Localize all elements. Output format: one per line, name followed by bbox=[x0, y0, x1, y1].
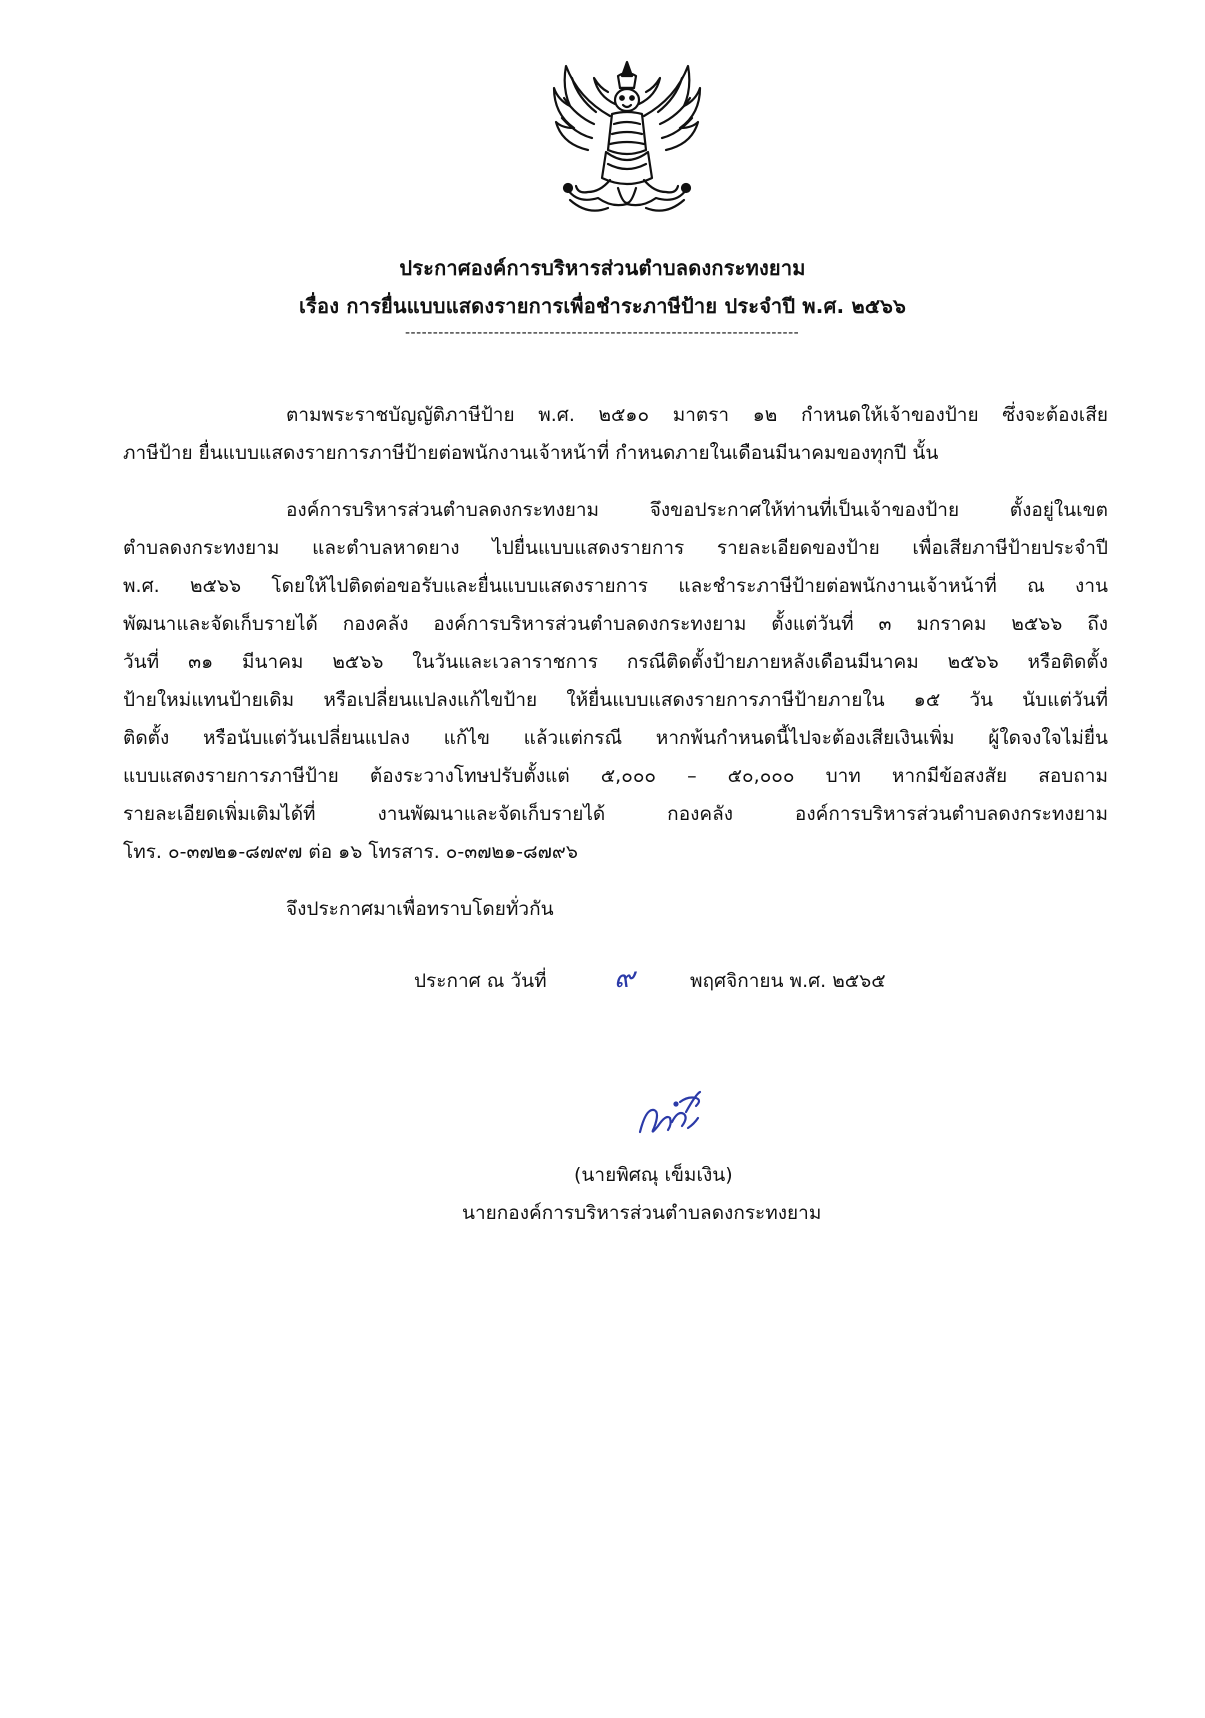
paragraph-2-line: พัฒนาและจัดเก็บรายได้ กองคลัง องค์การบริหารส่วนตำบลดงกระทงยาม ตั้งแต่วันที่ ๓ มกราคม ๒๕๖๖ ถึง bbox=[123, 613, 1108, 635]
closing-statement: จึงประกาศมาเพื่อทราบโดยทั่วกัน bbox=[286, 898, 554, 920]
date-day-handwritten: ๙ bbox=[614, 961, 635, 994]
paragraph-2-line: ติดตั้ง หรือนับแต่วันเปลี่ยนแปลง แก้ไข แล้วแต่กรณี หากพ้นกำหนดนี้ไปจะต้องเสียเงินเพิ่ม ผู้ใดจงใจไม่ยื่น bbox=[123, 727, 1108, 749]
signer-name: (นายพิศณุ เข็มเงิน) bbox=[574, 1164, 733, 1186]
paragraph-2-line: องค์การบริหารส่วนตำบลดงกระทงยาม จึงขอประกาศให้ท่านที่เป็นเจ้าของป้าย ตั้งอยู่ในเขต bbox=[286, 499, 1108, 521]
date-month-year: พฤศจิกายน พ.ศ. ๒๕๖๕ bbox=[690, 970, 886, 992]
paragraph-2-line: แบบแสดงรายการภาษีป้าย ต้องระวางโทษปรับตั้งแต่ ๕,๐๐๐ – ๕๐,๐๐๐ บาท หากมีข้อสงสัย สอบถาม bbox=[123, 765, 1108, 787]
announcement-subject: เรื่อง การยื่นแบบแสดงรายการเพื่อชำระภาษีป้าย ประจำปี พ.ศ. ๒๕๖๖ bbox=[299, 294, 906, 318]
paragraph-2-line: รายละเอียดเพิ่มเติมได้ที่ งานพัฒนาและจัดเก็บรายได้ กองคลัง องค์การบริหารส่วนตำบลดงกระทงยาม bbox=[123, 803, 1108, 825]
signer-position: นายกองค์การบริหารส่วนตำบลดงกระทงยาม bbox=[462, 1202, 822, 1224]
garuda-emblem-icon bbox=[548, 58, 706, 223]
announcement-title: ประกาศองค์การบริหารส่วนตำบลดงกระทงยาม bbox=[399, 256, 806, 280]
paragraph-2-line: ตำบลดงกระทงยาม และตำบลหาดยาง ไปยื่นแบบแสดงรายการ รายละเอียดของป้าย เพื่อเสียภาษีป้ายประจำปี bbox=[123, 537, 1108, 559]
handwritten-signature bbox=[636, 1088, 706, 1140]
paragraph-1-line: ตามพระราชบัญญัติภาษีป้าย พ.ศ. ๒๕๑๐ มาตรา ๑๒ กำหนดให้เจ้าของป้าย ซึ่งจะต้องเสีย bbox=[286, 404, 1108, 426]
paragraph-2-line: โทร. ๐-๓๗๒๑-๘๗๙๗ ต่อ ๑๖ โทรสาร. ๐-๓๗๒๑-๘๗๙๖ bbox=[123, 841, 578, 863]
title-divider: ----------------------------------------------------------------------- bbox=[405, 325, 800, 341]
paragraph-2-line: พ.ศ. ๒๕๖๖ โดยให้ไปติดต่อขอรับและยื่นแบบแสดงรายการ และชำระภาษีป้ายต่อพนักงานเจ้าหน้าที่ ณ งาน bbox=[123, 575, 1108, 597]
paragraph-1-line: ภาษีป้าย ยื่นแบบแสดงรายการภาษีป้ายต่อพนักงานเจ้าหน้าที่ กำหนดภายในเดือนมีนาคมของทุกปี นั้น bbox=[123, 442, 939, 464]
paragraph-2-line: ป้ายใหม่แทนป้ายเดิม หรือเปลี่ยนแปลงแก้ไขป้าย ให้ยื่นแบบแสดงรายการภาษีป้ายภายใน ๑๕ วัน นับแต่วันที่ bbox=[123, 689, 1108, 711]
paragraph-2-line: วันที่ ๓๑ มีนาคม ๒๕๖๖ ในวันและเวลาราชการ กรณีติดตั้งป้ายภายหลังเดือนมีนาคม ๒๕๖๖ หรือติดตั้ง bbox=[123, 651, 1108, 673]
date-label: ประกาศ ณ วันที่ bbox=[414, 970, 547, 992]
